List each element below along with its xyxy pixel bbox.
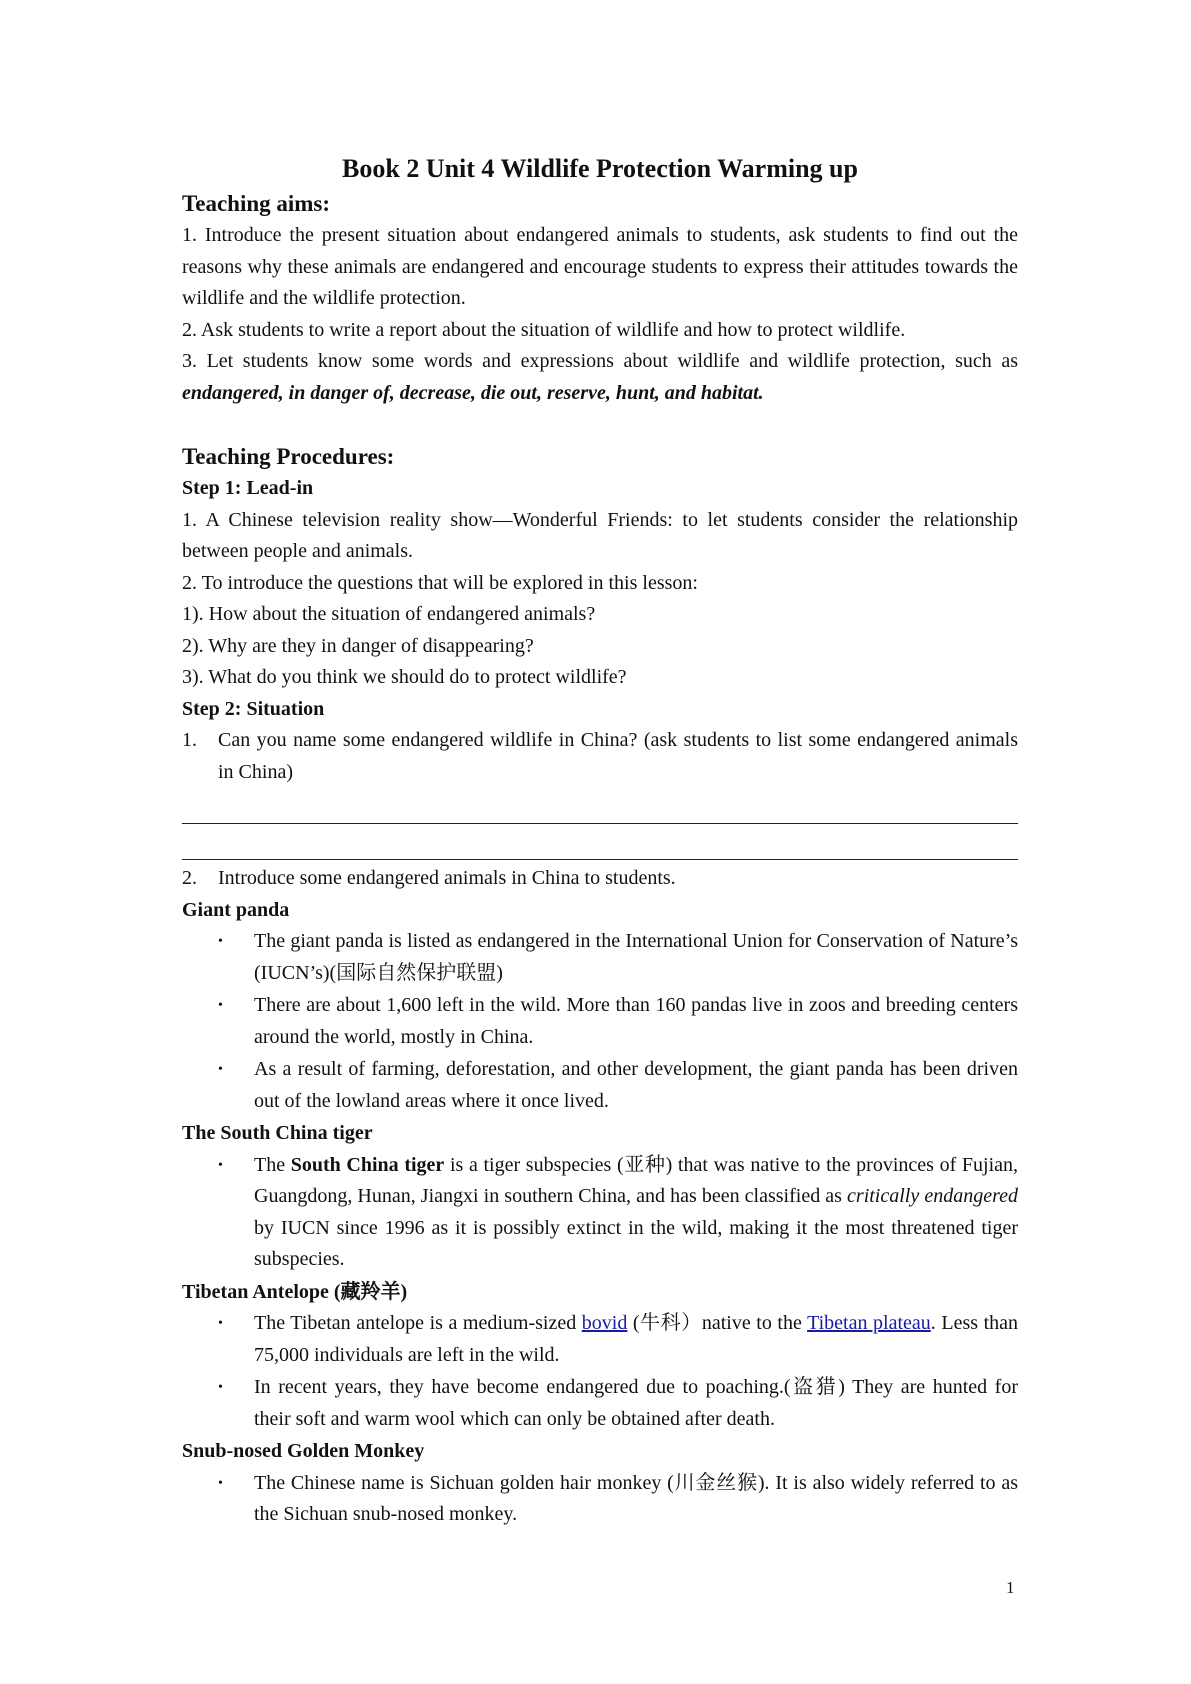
step-2-item-1-number: 1.	[182, 729, 197, 751]
text-run: . Less than 75,000 individuals are left in the wild.	[254, 1312, 1019, 1366]
list-item	[182, 1308, 1018, 1371]
step-1-question-1: 1). How about the situation of endangered animals?	[182, 603, 596, 625]
answer-line-2[interactable]	[182, 824, 1018, 860]
text-run: by IUCN since 1996 as it is possibly extinct in the wild, making it the most threatened tiger subspecies.	[254, 1216, 1018, 1270]
step-2-item-2-text: Introduce some endangered animals in China to students.	[218, 867, 676, 889]
text-run: is a tiger subspecies (亚种) that was native to the provinces of Fujian, Guangdong, Hunan, Jiangxi in southern China, and has been classified as	[254, 1153, 1019, 1207]
giant-panda-fact-2: There are about 1,600 left in the wild. More than 160 pandas live in zoos and breeding centers around the world, mostly in China.	[254, 994, 1018, 1048]
step-2-item-1-text: Can you name some endangered wildlife in China? (ask students to list some endangered animals in China)	[218, 729, 1018, 783]
text-run: The	[254, 1153, 291, 1176]
golden-monkey-title: Snub-nosed Golden Monkey	[182, 1440, 425, 1462]
tibetan-antelope-fact-2: In recent years, they have become endangered due to poaching.(盗猎) They are hunted for their soft and warm wool which can only be obtained after death.	[254, 1376, 1018, 1430]
teaching-procedures-heading: Teaching Procedures:	[182, 444, 395, 469]
tibetan-antelope-fact-1	[254, 1308, 1018, 1371]
bullet-icon: •	[218, 1062, 223, 1077]
text-run: (牛科）native to the	[627, 1312, 808, 1334]
golden-monkey-list	[182, 1468, 1018, 1531]
bovid-link[interactable]: bovid	[581, 1312, 628, 1334]
step-1-title: Step 1: Lead-in	[182, 477, 314, 499]
giant-panda-title: Giant panda	[182, 898, 290, 921]
bullet-icon: •	[218, 1157, 223, 1173]
bullet-icon: •	[218, 998, 223, 1013]
page-title: Book 2 Unit 4 Wildlife Protection Warming up	[342, 154, 858, 183]
list-item	[182, 926, 1018, 989]
page-content	[182, 152, 1018, 1532]
step-2-title: Step 2: Situation	[182, 697, 325, 720]
step-1-question-3: 3). What do you think we should do to protect wildlife?	[182, 666, 627, 688]
list-item	[182, 1372, 1018, 1435]
golden-monkey-fact-1: The Chinese name is Sichuan golden hair monkey (川金丝猴). It is also widely referred to as the Sichuan snub-nosed monkey.	[254, 1471, 1018, 1525]
giant-panda-list	[182, 926, 1018, 1117]
aim-item-1: 1. Introduce the present situation about endangered animals to students, ask students to find out the reasons why these animals are endangered and encourage students to express their attitudes towards the wildlife and the wildlife protection.	[182, 224, 1018, 309]
step-1-question-2: 2). Why are they in danger of disappearing?	[182, 634, 534, 657]
tiger-name-bold: South China tiger	[290, 1153, 445, 1176]
tibetan-plateau-link[interactable]: Tibetan plateau	[807, 1312, 931, 1334]
aim-item-3-vocabulary: endangered, in danger of, decrease, die out, reserve, hunt, and habitat.	[182, 381, 764, 404]
step-2-item-1	[182, 725, 1018, 788]
page-number: 1	[1006, 1578, 1015, 1597]
aim-item-3	[182, 346, 1018, 409]
south-china-tiger-fact-1	[254, 1150, 1018, 1276]
list-item	[182, 990, 1018, 1053]
text-run: The Tibetan antelope is a medium-sized	[254, 1312, 582, 1334]
tibetan-antelope-list	[182, 1308, 1018, 1435]
step-1-paragraph-1: 1. A Chinese television reality show—Wonderful Friends: to let students consider the relationship between people and animals.	[182, 508, 1018, 562]
bullet-icon: •	[218, 1316, 223, 1331]
giant-panda-fact-3: As a result of farming, deforestation, and other development, the giant panda has been driven out of the lowland areas where it once lived.	[254, 1058, 1018, 1112]
aim-item-2: 2. Ask students to write a report about the situation of wildlife and how to protect wildlife.	[182, 318, 906, 341]
critically-endangered-italic: critically endangered	[847, 1185, 1018, 1207]
teaching-aims-heading: Teaching aims:	[182, 191, 331, 216]
spacer	[182, 409, 1018, 441]
giant-panda-fact-1: The giant panda is listed as endangered in the International Union for Conservation of Nature’s (IUCN’s)(国际自然保护联盟)	[254, 930, 1018, 984]
list-item	[182, 1054, 1018, 1117]
south-china-tiger-title: The South China tiger	[182, 1122, 373, 1144]
bullet-icon: •	[218, 1475, 223, 1491]
bullet-icon: •	[218, 1380, 223, 1395]
aim-item-3-text: 3. Let students know some words and expressions about wildlife and wildlife protection, such as	[182, 350, 1018, 372]
step-2-item-2	[182, 863, 1018, 895]
bullet-icon: •	[218, 934, 223, 949]
step-2-item-2-number: 2.	[182, 867, 197, 889]
tibetan-antelope-title: Tibetan Antelope (藏羚羊)	[182, 1280, 408, 1303]
list-item	[182, 1468, 1018, 1531]
answer-line-1[interactable]	[182, 788, 1018, 824]
step-1-paragraph-2: 2. To introduce the questions that will be explored in this lesson:	[182, 571, 698, 594]
list-item	[182, 1150, 1018, 1276]
south-china-tiger-list	[182, 1150, 1018, 1276]
